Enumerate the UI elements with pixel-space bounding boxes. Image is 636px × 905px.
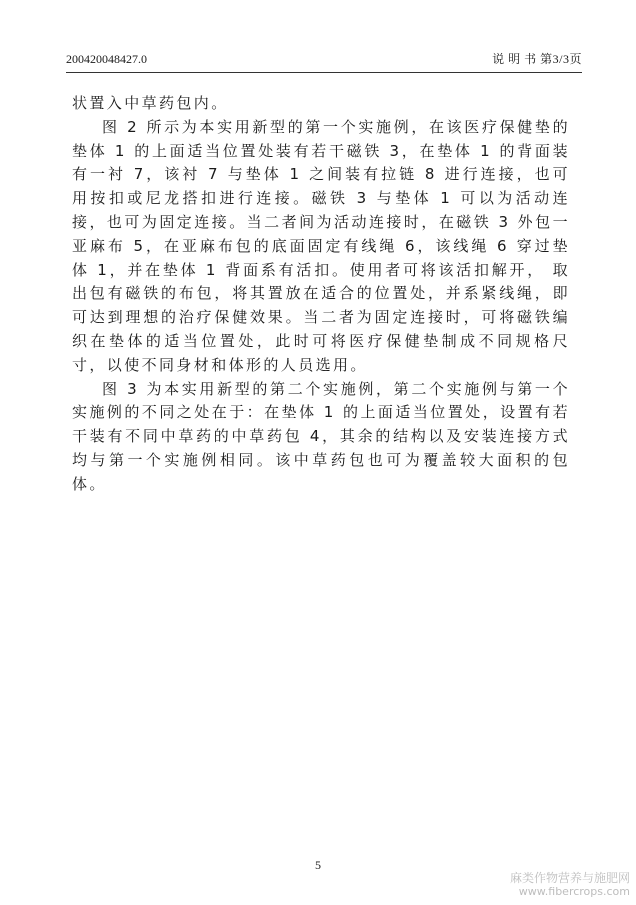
patent-number: 200420048427.0	[66, 52, 147, 66]
paragraph-figure-2: 图 2 所示为本实用新型的第一个实施例，在该医疗保健垫的垫体 1 的上面适当位置处装有若干磁铁 3，在垫体 1 的背面装有一衬 7，该衬 7 与垫体 1 之间装有拉链 8 进行连接，也可用按扣或尼龙搭扣进行连接。磁铁 3 与垫体 1 可以为活动连接，也可为固定连接。当二者间为活动连接时，在磁铁 3 外包一亚麻布 5，在亚麻布包的底面固定有线绳 6，该线绳 6 穿过垫体 1，并在垫体 1 背面系有活扣。使用者可将该活扣解开， 取出包有磁铁的布包，将其置放在适合的位置处，并系紧线绳，即可达到理想的治疗保健效果。当二者为固定连接时，可将磁铁编织在垫体的适当位置处，此时可将医疗保健垫制成不同规格尺寸，以使不同身材和体形的人员选用。	[72, 117, 570, 374]
paragraph-figure-3: 图 3 为本实用新型的第二个实施例，第二个实施例与第一个实施例的不同之处在于：在垫体 1 的上面适当位置处，设置有若干装有不同中草药的中草药包 4，其余的结构以及安装连接方式均与第一个实施例相同。该中草药包也可为覆盖较大面积的包体。	[72, 379, 570, 493]
document-body	[72, 92, 570, 497]
watermark-url: www.fibercrops.com	[518, 885, 630, 898]
header-divider	[66, 72, 582, 73]
watermark-site-name: 麻类作物营养与施肥网	[509, 871, 630, 885]
site-watermark	[510, 871, 630, 899]
page-number: 5	[315, 858, 321, 872]
paragraph-continuation: 状置入中草药包内。	[72, 94, 229, 112]
section-label: 说 明 书 第3/3页	[492, 52, 582, 66]
page-header	[66, 50, 582, 68]
